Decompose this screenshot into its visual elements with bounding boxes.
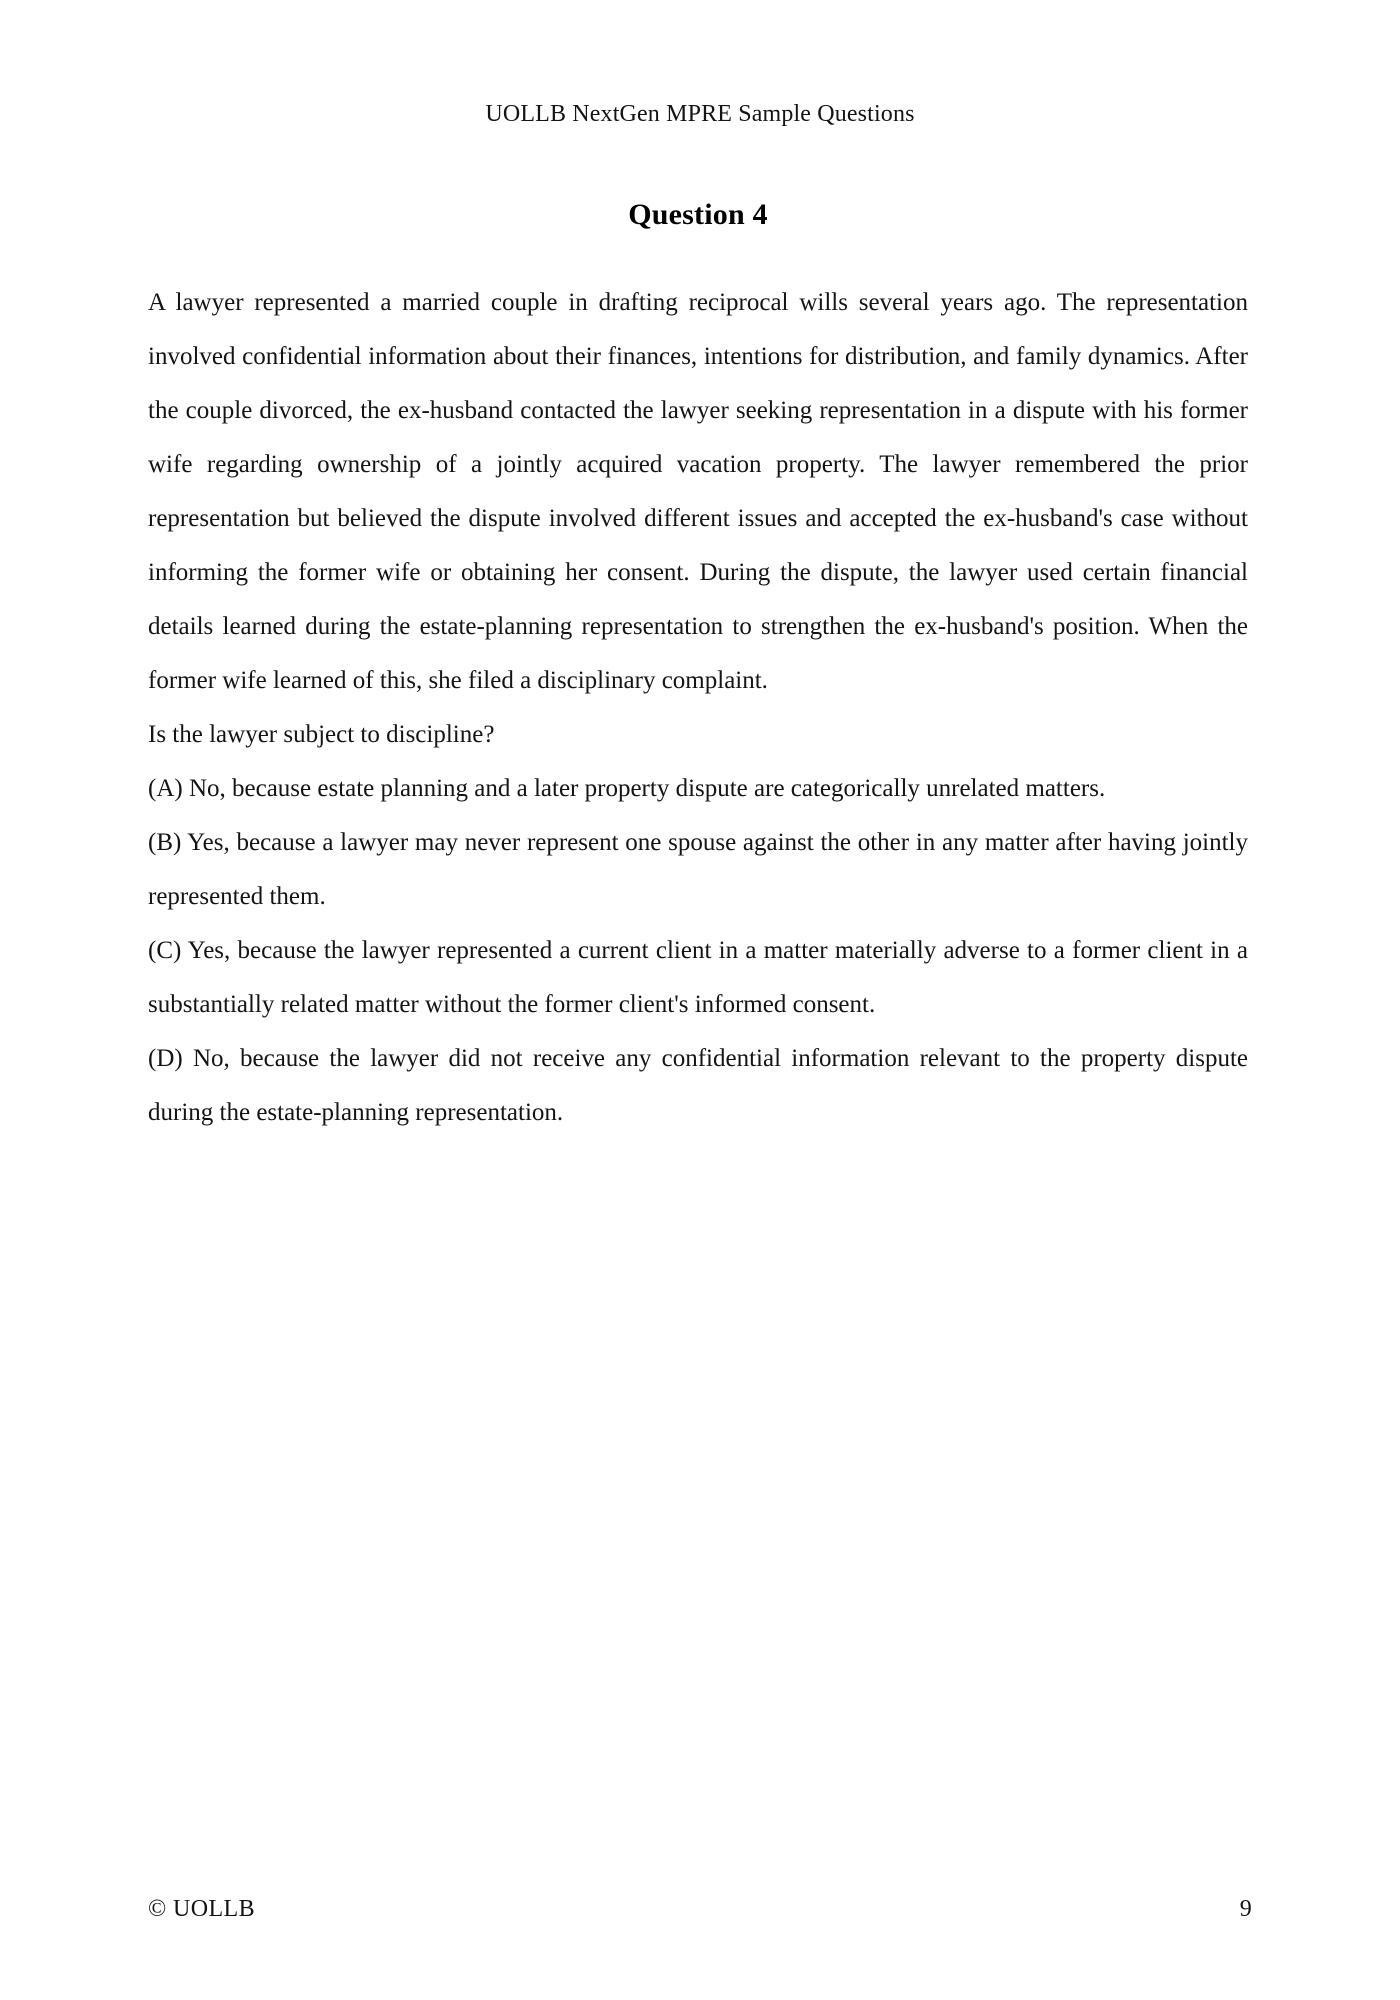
- question-prompt: Is the lawyer subject to discipline?: [148, 720, 495, 748]
- answer-choice-a[interactable]: (A) No, because estate planning and a later property dispute are categorically unrelated matters.: [148, 774, 1106, 802]
- page-content: [148, 196, 1248, 1140]
- page-footer: [148, 1895, 1252, 1924]
- answer-choice-c[interactable]: (C) Yes, because the lawyer represented a current client in a matter materially adverse to a former client in a substantially related matter without the former client's informed consent.: [148, 936, 1248, 1018]
- question-stem: A lawyer represented a married couple in drafting reciprocal wills several years ago. The representation involved confidential information about their finances, intentions for distribution, and family dynamics. After the couple divorced, the ex-husband contacted the lawyer seeking representation in a dispute with his former wife regarding ownership of a jointly acquired vacation property. The lawyer remembered the prior representation but believed the dispute involved different issues and accepted the ex-husband's case without informing the former wife or obtaining her consent. During the dispute, the lawyer used certain financial details learned during the estate-planning representation to strengthen the ex-husband's position. When the former wife learned of this, she filed a disciplinary complaint.: [148, 288, 1248, 694]
- question-title: Question 4: [628, 198, 768, 231]
- page-number: 9: [1239, 1896, 1252, 1923]
- running-head: UOLLB NextGen MPRE Sample Questions: [485, 101, 915, 127]
- copyright-notice: © UOLLB: [148, 1896, 256, 1923]
- answer-choice-b[interactable]: (B) Yes, because a lawyer may never represent one spouse against the other in any matter after having jointly represented them.: [148, 828, 1248, 910]
- answer-choice-d[interactable]: (D) No, because the lawyer did not receive any confidential information relevant to the property dispute during the estate-planning representation.: [148, 1044, 1248, 1126]
